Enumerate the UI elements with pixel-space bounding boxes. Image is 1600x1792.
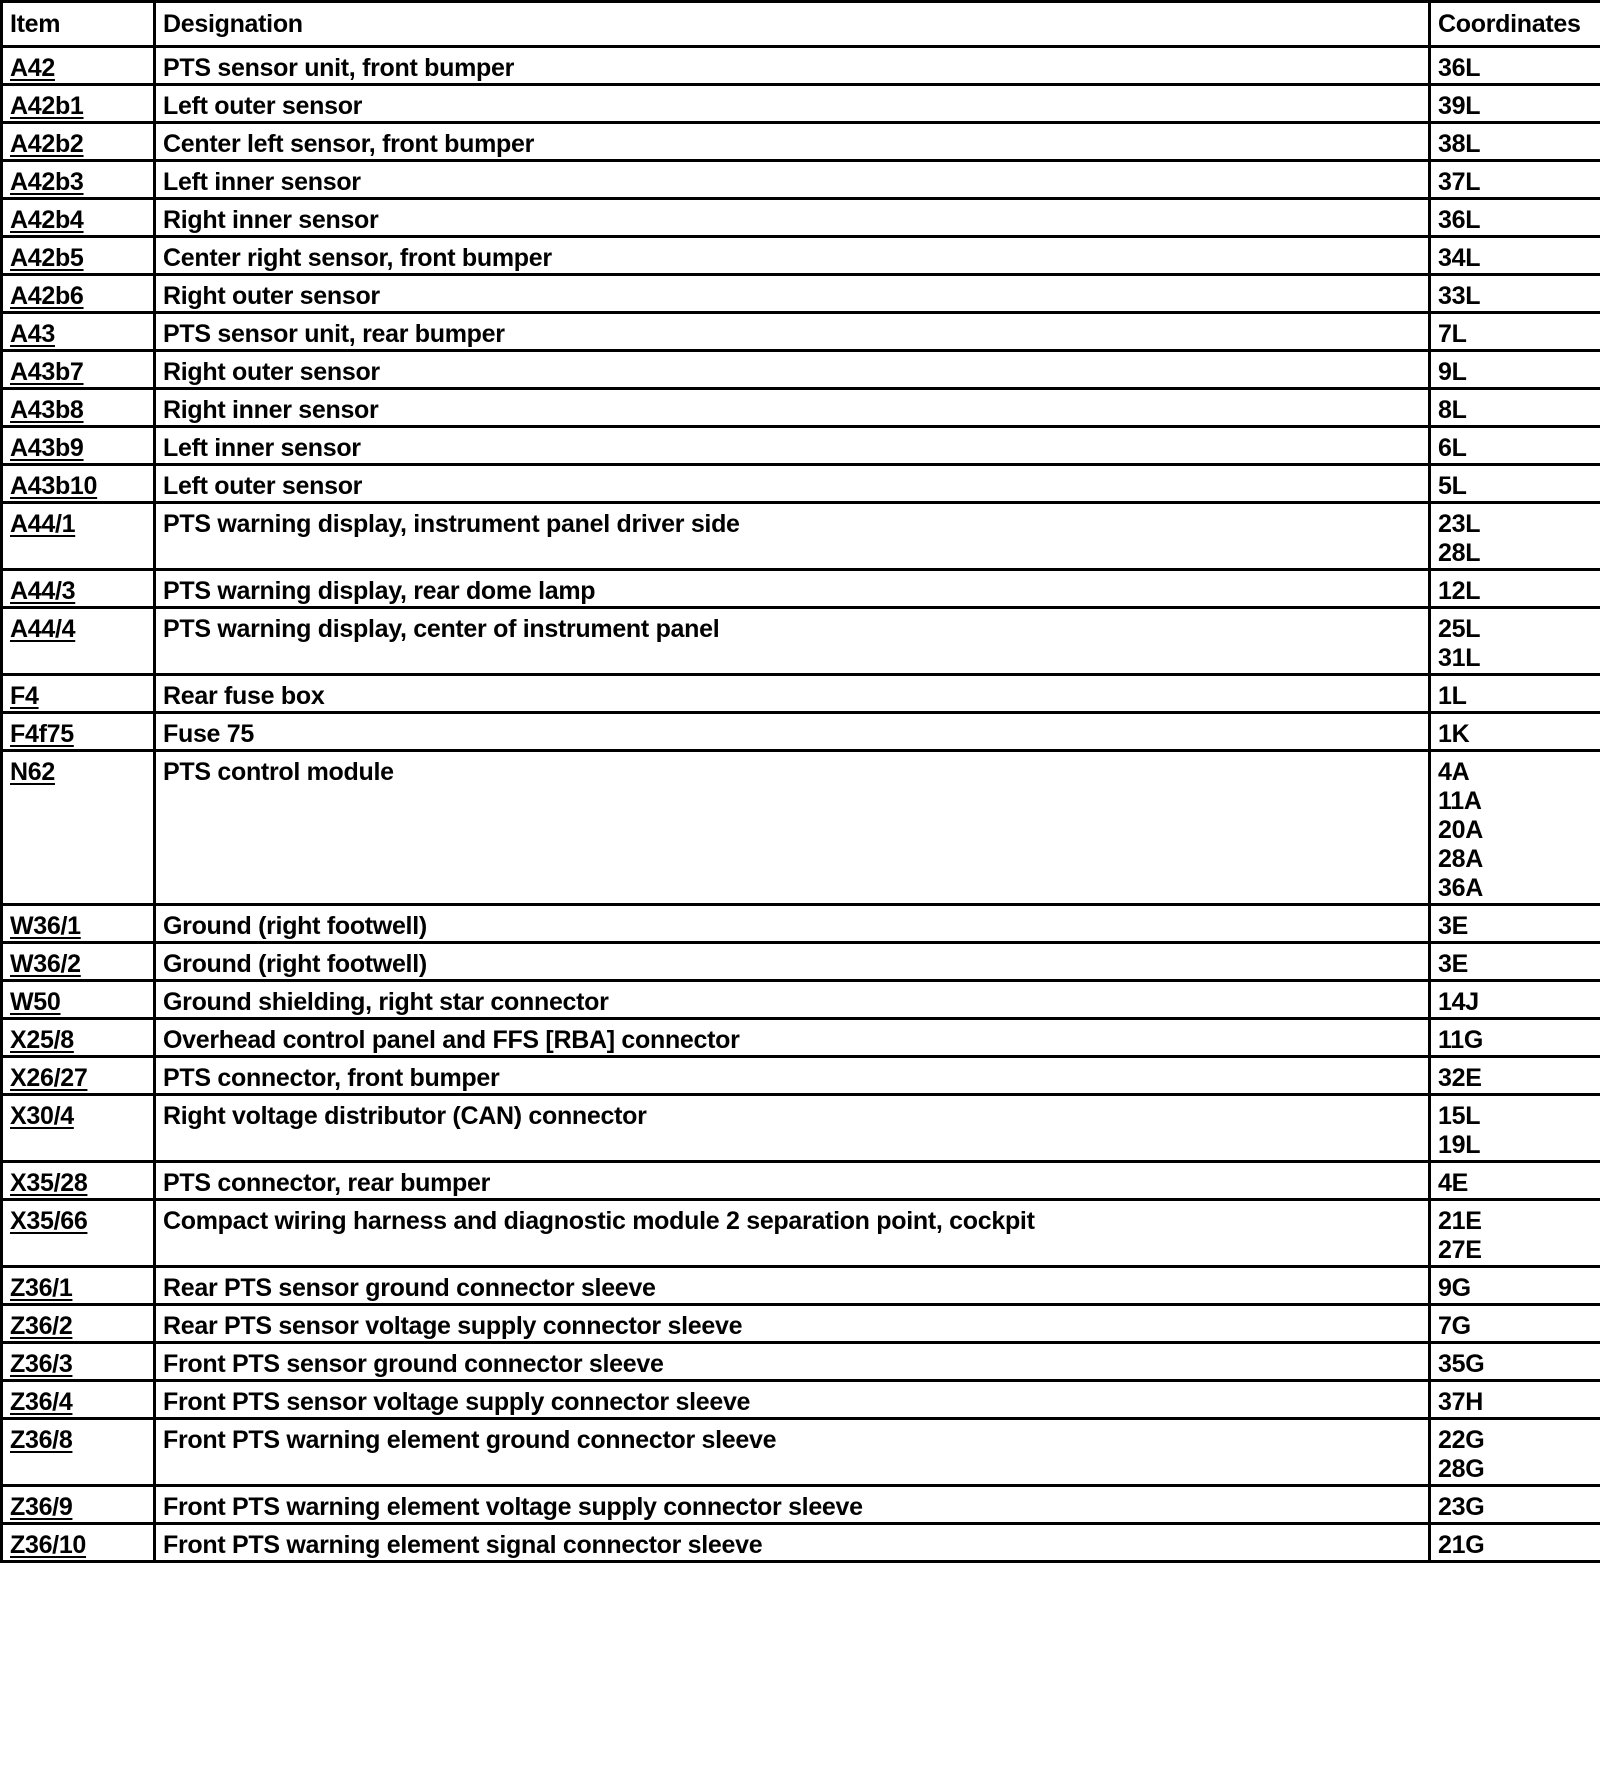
designation-cell: PTS warning display, center of instrument panel [155,608,1430,675]
coordinates-cell [1430,1419,1600,1486]
table-row [2,1524,1600,1562]
coordinate-value: 3E [1438,912,1468,940]
table-row [2,123,1600,161]
table-row [2,570,1600,608]
table-row [2,1057,1600,1095]
item-cell [2,1419,155,1486]
coordinates-cell [1430,713,1600,751]
designation-cell: Front PTS sensor ground connector sleeve [155,1343,1430,1381]
table-row [2,465,1600,503]
item-cell [2,275,155,313]
item-link[interactable]: A42b6 [10,282,84,310]
item-cell [2,675,155,713]
coordinates-cell [1430,1057,1600,1095]
designation-cell: Overhead control panel and FFS [RBA] connector [155,1019,1430,1057]
coordinate-value: 21E [1438,1207,1482,1235]
item-link[interactable]: A42b4 [10,206,84,234]
item-cell [2,1267,155,1305]
designation-cell: Ground (right footwell) [155,905,1430,943]
coordinate-value: 28G [1438,1455,1485,1483]
item-cell [2,351,155,389]
item-cell [2,161,155,199]
coordinate-value: 1L [1438,682,1467,710]
table-row [2,85,1600,123]
table-row [2,1162,1600,1200]
table-row [2,503,1600,570]
table-row [2,675,1600,713]
table-row [2,427,1600,465]
table-row [2,1419,1600,1486]
item-link[interactable]: X26/27 [10,1064,88,1092]
item-link[interactable]: F4f75 [10,720,74,748]
coordinates-cell [1430,427,1600,465]
designation-cell: Left outer sensor [155,85,1430,123]
table-row [2,1267,1600,1305]
table-row [2,608,1600,675]
coordinate-value: 5L [1438,472,1467,500]
coordinate-value: 38L [1438,130,1481,158]
designation-cell: Compact wiring harness and diagnostic module 2 separation point, cockpit [155,1200,1430,1267]
header-coordinates: Coordinates [1430,2,1600,47]
table-row [2,313,1600,351]
designation-cell: Front PTS warning element voltage supply connector sleeve [155,1486,1430,1524]
table-row [2,237,1600,275]
coordinates-cell [1430,199,1600,237]
item-link[interactable]: A43b7 [10,358,84,386]
table-row [2,47,1600,85]
coordinates-cell [1430,389,1600,427]
designation-cell: Ground (right footwell) [155,943,1430,981]
item-link[interactable]: A42b2 [10,130,84,158]
coordinates-cell [1430,237,1600,275]
table-row [2,905,1600,943]
coordinate-value: 19L [1438,1131,1481,1159]
coordinate-value: 7G [1438,1312,1471,1340]
coordinate-value: 36A [1438,874,1483,902]
coordinate-value: 15L [1438,1102,1481,1130]
table-row [2,1486,1600,1524]
table-row [2,713,1600,751]
coordinates-cell [1430,1267,1600,1305]
item-link[interactable]: A42 [10,54,55,82]
designation-cell: PTS sensor unit, front bumper [155,47,1430,85]
coordinate-value: 3E [1438,950,1468,978]
item-link[interactable]: Z36/9 [10,1493,73,1521]
coordinate-value: 35G [1438,1350,1485,1378]
table-row [2,161,1600,199]
item-link[interactable]: A43 [10,320,55,348]
designation-cell: Left outer sensor [155,465,1430,503]
table-row [2,1381,1600,1419]
item-link[interactable]: Z36/3 [10,1350,73,1378]
designation-cell: Rear fuse box [155,675,1430,713]
coordinates-cell [1430,1486,1600,1524]
coordinate-value: 9G [1438,1274,1471,1302]
coordinates-cell [1430,905,1600,943]
header-designation: Designation [155,2,1430,47]
header-item: Item [2,2,155,47]
item-link[interactable]: X25/8 [10,1026,74,1054]
coordinate-value: 25L [1438,615,1481,643]
coordinate-value: 32E [1438,1064,1482,1092]
coordinates-cell [1430,503,1600,570]
coordinate-value: 39L [1438,92,1481,120]
designation-cell: PTS warning display, rear dome lamp [155,570,1430,608]
designation-cell: Front PTS sensor voltage supply connector sleeve [155,1381,1430,1419]
item-cell [2,427,155,465]
table-row [2,751,1600,905]
coordinate-value: 1K [1438,720,1470,748]
item-link[interactable]: A43b9 [10,434,84,462]
item-cell [2,85,155,123]
item-link[interactable]: A42b3 [10,168,84,196]
designation-cell: Ground shielding, right star connector [155,981,1430,1019]
coordinates-cell [1430,570,1600,608]
designation-cell: PTS connector, rear bumper [155,1162,1430,1200]
item-link[interactable]: X35/28 [10,1169,88,1197]
table-row [2,1019,1600,1057]
coordinates-cell [1430,1200,1600,1267]
item-link[interactable]: W50 [10,988,61,1016]
coordinate-value: 36L [1438,54,1481,82]
coordinates-cell [1430,161,1600,199]
item-link[interactable]: W36/2 [10,950,81,978]
coordinate-value: 11G [1438,1026,1483,1054]
coordinate-value: 22G [1438,1426,1485,1454]
item-link[interactable]: X30/4 [10,1102,74,1130]
designation-cell: Center left sensor, front bumper [155,123,1430,161]
item-cell [2,1343,155,1381]
item-cell [2,465,155,503]
designation-cell: Left inner sensor [155,161,1430,199]
table-row [2,1200,1600,1267]
designation-cell: PTS connector, front bumper [155,1057,1430,1095]
table-body [2,47,1600,1562]
item-link[interactable]: Z36/1 [10,1274,73,1302]
coordinates-cell [1430,1343,1600,1381]
item-link[interactable]: Z36/8 [10,1426,73,1454]
designation-cell: Fuse 75 [155,713,1430,751]
coordinates-cell [1430,1019,1600,1057]
coordinate-value: 6L [1438,434,1467,462]
coordinate-value: 7L [1438,320,1467,348]
item-link[interactable]: F4 [10,682,39,710]
item-link[interactable]: A42b5 [10,244,84,272]
coordinate-value: 23L [1438,510,1481,538]
coordinates-cell [1430,47,1600,85]
coordinate-value: 28A [1438,845,1483,873]
item-cell [2,1200,155,1267]
coordinate-value: 14J [1438,988,1479,1016]
designation-cell: Center right sensor, front bumper [155,237,1430,275]
item-cell [2,751,155,905]
item-cell [2,313,155,351]
item-cell [2,47,155,85]
item-cell [2,503,155,570]
coordinate-value: 21G [1438,1531,1485,1559]
coordinate-value: 20A [1438,816,1483,844]
table-row [2,1305,1600,1343]
coordinates-cell [1430,275,1600,313]
item-cell [2,199,155,237]
item-link[interactable]: A44/4 [10,615,76,643]
designation-cell: Right voltage distributor (CAN) connector [155,1095,1430,1162]
item-link[interactable]: W36/1 [10,912,81,940]
table-row [2,1343,1600,1381]
item-cell [2,123,155,161]
coordinates-cell [1430,981,1600,1019]
item-link[interactable]: A42b1 [10,92,84,120]
table-row [2,199,1600,237]
coordinates-cell [1430,1095,1600,1162]
coordinate-value: 4A [1438,758,1470,786]
coordinate-value: 36L [1438,206,1481,234]
item-cell [2,237,155,275]
designation-cell: PTS sensor unit, rear bumper [155,313,1430,351]
item-cell [2,1162,155,1200]
item-link[interactable]: A43b10 [10,472,98,500]
item-cell [2,1057,155,1095]
item-cell [2,608,155,675]
coordinates-cell [1430,465,1600,503]
item-link[interactable]: Z36/2 [10,1312,73,1340]
item-link[interactable]: X35/66 [10,1207,88,1235]
item-cell [2,1524,155,1562]
coordinate-value: 8L [1438,396,1467,424]
designation-cell: Right inner sensor [155,199,1430,237]
header-row [2,2,1600,47]
coordinate-value: 12L [1438,577,1481,605]
coordinates-cell [1430,85,1600,123]
designation-cell: Rear PTS sensor ground connector sleeve [155,1267,1430,1305]
item-link[interactable]: Z36/4 [10,1388,73,1416]
table-row [2,981,1600,1019]
item-cell [2,981,155,1019]
coordinate-value: 31L [1438,644,1481,672]
table-row [2,1095,1600,1162]
designation-cell: Right inner sensor [155,389,1430,427]
coordinates-cell [1430,675,1600,713]
coordinates-cell [1430,351,1600,389]
coordinate-value: 37L [1438,168,1481,196]
coordinates-cell [1430,1162,1600,1200]
designation-cell: Left inner sensor [155,427,1430,465]
item-cell [2,943,155,981]
coordinate-value: 34L [1438,244,1481,272]
designation-cell: Rear PTS sensor voltage supply connector sleeve [155,1305,1430,1343]
table-row [2,943,1600,981]
item-cell [2,389,155,427]
coordinates-cell [1430,608,1600,675]
coordinate-value: 27E [1438,1236,1482,1264]
item-cell [2,713,155,751]
coordinates-cell [1430,313,1600,351]
table-row [2,351,1600,389]
coordinate-value: 28L [1438,539,1481,567]
table-row [2,389,1600,427]
item-cell [2,1095,155,1162]
item-cell [2,1305,155,1343]
coordinates-cell [1430,1381,1600,1419]
coordinate-value: 9L [1438,358,1467,386]
coordinates-cell [1430,1305,1600,1343]
item-link[interactable]: Z36/10 [10,1531,87,1559]
coordinates-cell [1430,123,1600,161]
item-cell [2,1486,155,1524]
designation-cell: Front PTS warning element ground connector sleeve [155,1419,1430,1486]
designation-cell: PTS warning display, instrument panel driver side [155,503,1430,570]
coordinates-cell [1430,751,1600,905]
item-cell [2,1019,155,1057]
designation-cell: Right outer sensor [155,351,1430,389]
coordinate-value: 23G [1438,1493,1485,1521]
designation-cell: PTS control module [155,751,1430,905]
coordinate-value: 4E [1438,1169,1468,1197]
coordinate-value: 33L [1438,282,1481,310]
item-cell [2,570,155,608]
item-link[interactable]: A44/1 [10,510,76,538]
coordinate-value: 11A [1438,787,1482,815]
designation-cell: Right outer sensor [155,275,1430,313]
item-link[interactable]: A43b8 [10,396,84,424]
coordinates-cell [1430,1524,1600,1562]
item-link[interactable]: N62 [10,758,55,786]
designation-cell: Front PTS warning element signal connector sleeve [155,1524,1430,1562]
item-link[interactable]: A44/3 [10,577,76,605]
coordinate-value: 37H [1438,1388,1483,1416]
item-cell [2,905,155,943]
item-cell [2,1381,155,1419]
table-row [2,275,1600,313]
coordinates-cell [1430,943,1600,981]
